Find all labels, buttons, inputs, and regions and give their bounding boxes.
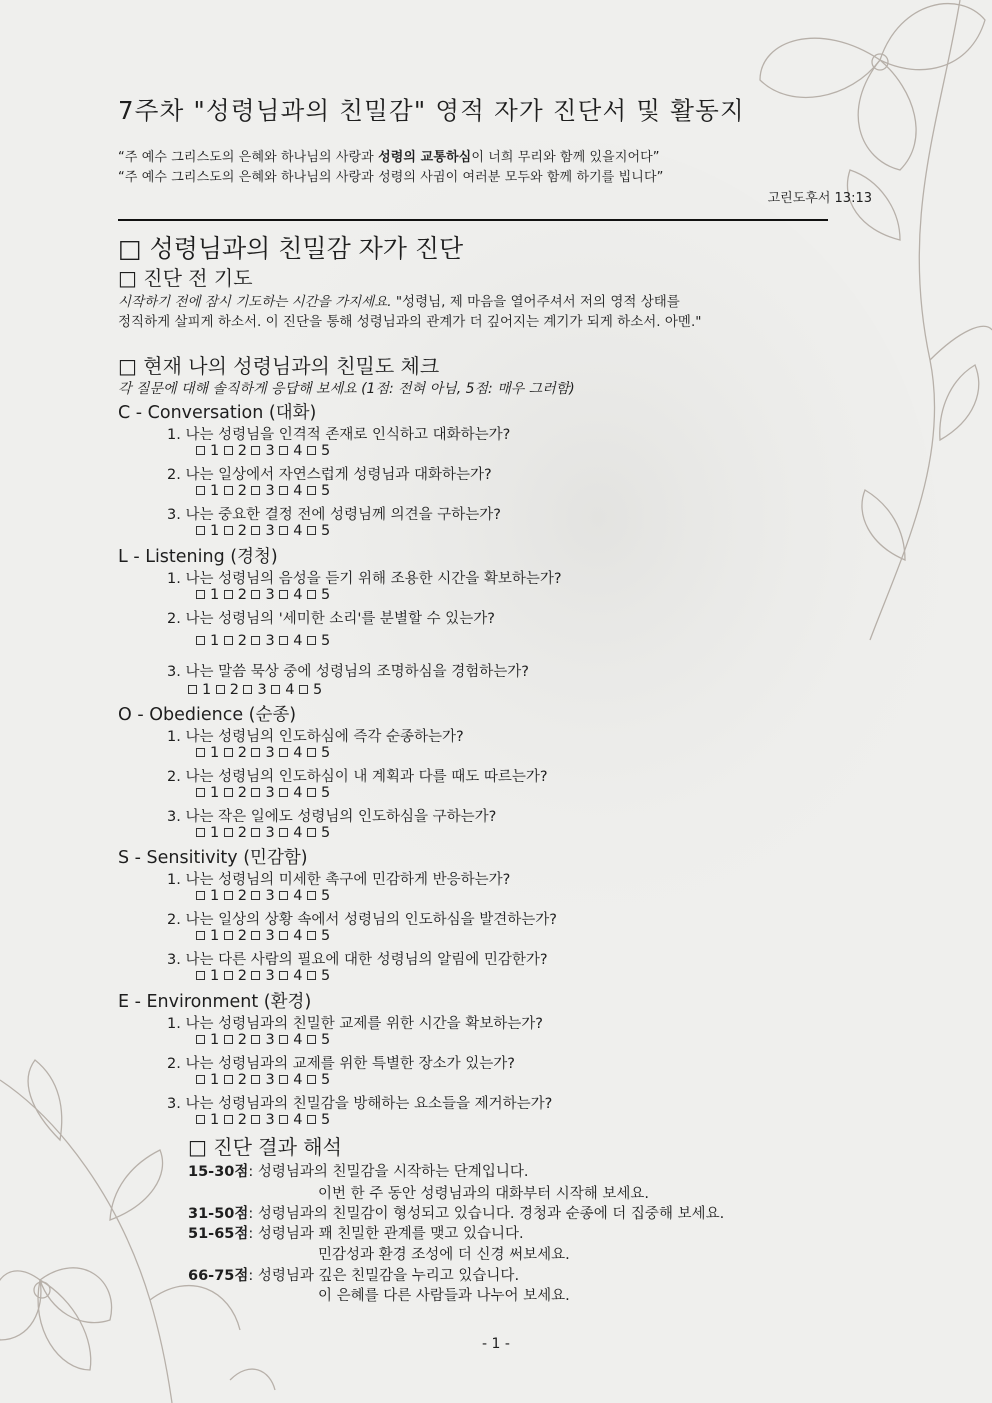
result-advice: 민감성과 환경 조성에 더 신경 써보세요.: [318, 1247, 570, 1263]
checkbox-icon[interactable]: [279, 1035, 288, 1044]
question: 2. 나는 일상에서 자연스럽게 성령님과 대화하는가?: [167, 467, 492, 483]
rating-option[interactable]: [247, 523, 275, 539]
checkbox-icon[interactable]: [224, 486, 233, 495]
rating-options: [192, 825, 331, 841]
checkbox-icon[interactable]: [224, 788, 233, 797]
checkbox-icon[interactable]: [279, 636, 288, 645]
checkbox-icon[interactable]: [196, 526, 205, 535]
checkbox-icon[interactable]: [251, 526, 260, 535]
rating-value: 2: [237, 633, 248, 649]
question: 1. 나는 성령님의 인도하심에 즉각 순종하는가?: [167, 729, 464, 745]
rating-value: 2: [237, 928, 248, 944]
rating-value: 2: [237, 1072, 248, 1088]
question: 3. 나는 성령님과의 친밀감을 방해하는 요소들을 제거하는가?: [167, 1096, 553, 1112]
rating-option[interactable]: [192, 633, 220, 649]
rating-options: [192, 1072, 331, 1088]
rating-option[interactable]: [275, 968, 303, 984]
checkbox-icon[interactable]: [196, 971, 205, 980]
rating-option[interactable]: [247, 587, 275, 603]
checkbox-icon[interactable]: [224, 931, 233, 940]
checkbox-icon[interactable]: [307, 748, 316, 757]
rating-value: 4: [293, 523, 303, 539]
rating-option[interactable]: [220, 1032, 248, 1048]
checkbox-icon[interactable]: [279, 590, 288, 599]
rating-value: 1: [210, 523, 220, 539]
verse-line-1: “주 예수 그리스도의 은혜와 하나님의 사랑과 성령의 교통하심이 너희 무리와 함께 있을지어다”: [118, 150, 660, 165]
rating-option[interactable]: [220, 1072, 248, 1088]
checkbox-icon[interactable]: [307, 590, 316, 599]
rating-value: 2: [229, 682, 240, 698]
rating-option[interactable]: [275, 825, 303, 841]
rating-option[interactable]: [247, 928, 275, 944]
rating-value: 3: [265, 825, 276, 841]
rating-value: 1: [210, 1032, 220, 1048]
checkbox-icon[interactable]: [271, 685, 280, 694]
checkbox-icon[interactable]: [224, 590, 233, 599]
checkbox-icon[interactable]: [279, 486, 288, 495]
rating-value: 4: [293, 1032, 303, 1048]
rating-value: 4: [293, 633, 303, 649]
rating-option[interactable]: [239, 682, 267, 698]
rating-option[interactable]: [247, 1072, 275, 1088]
checkbox-icon[interactable]: [279, 446, 288, 455]
result-line: [188, 1160, 528, 1181]
checkbox-icon[interactable]: [196, 590, 205, 599]
rating-value: 2: [237, 745, 248, 761]
rating-option[interactable]: [275, 633, 303, 649]
section-title: □ 성령님과의 친밀감 자가 진단: [118, 234, 464, 263]
rating-value: 3: [265, 1112, 276, 1128]
checkbox-icon[interactable]: [196, 748, 205, 757]
rating-options: [192, 483, 331, 499]
prayer-line-2: 정직하게 살피게 하소서. 이 진단을 통해 성령님과의 관계가 더 깊어지는 계기가 되게 하소서. 아멘.": [118, 314, 702, 330]
question: 1. 나는 성령님의 음성을 듣기 위해 조용한 시간을 확보하는가?: [167, 571, 562, 587]
checkbox-icon[interactable]: [307, 971, 316, 980]
question: 3. 나는 말씀 묵상 중에 성령님의 조명하심을 경험하는가?: [167, 664, 529, 680]
rating-option[interactable]: [192, 928, 220, 944]
checkbox-icon[interactable]: [279, 971, 288, 980]
checkbox-icon[interactable]: [224, 971, 233, 980]
rating-value: 4: [293, 483, 303, 499]
rating-value: 5: [320, 587, 331, 603]
checkbox-icon[interactable]: [224, 1035, 233, 1044]
rating-option[interactable]: [247, 785, 275, 801]
checkbox-icon[interactable]: [307, 788, 316, 797]
rating-value: 1: [210, 443, 220, 459]
result-text: : 성령님과 꽤 친밀한 관계를 맺고 있습니다.: [248, 1226, 524, 1242]
rating-option[interactable]: [192, 1072, 220, 1088]
rating-value: 5: [320, 1112, 331, 1128]
rating-option[interactable]: [275, 483, 303, 499]
rating-option[interactable]: [275, 1112, 303, 1128]
rating-value: 2: [237, 587, 248, 603]
rating-value: 1: [210, 745, 220, 761]
question: 1. 나는 성령님과의 친밀한 교제를 위한 시간을 확보하는가?: [167, 1016, 543, 1032]
rating-value: 1: [210, 968, 220, 984]
checkbox-icon[interactable]: [307, 891, 316, 900]
rating-option[interactable]: [192, 523, 220, 539]
rating-value: 1: [210, 825, 220, 841]
rating-value: 5: [320, 1032, 331, 1048]
rating-option[interactable]: [303, 825, 331, 841]
rating-value: 4: [293, 825, 303, 841]
rating-value: 3: [265, 968, 276, 984]
result-line: [188, 1264, 519, 1285]
rating-option[interactable]: [220, 443, 248, 459]
rating-option[interactable]: [192, 888, 220, 904]
rating-options: [192, 633, 331, 649]
checkbox-icon[interactable]: [307, 828, 316, 837]
rating-value: 3: [265, 1072, 276, 1088]
category-heading: C - Conversation (대화): [118, 403, 317, 423]
rating-option[interactable]: [303, 928, 331, 944]
rating-option[interactable]: [303, 785, 331, 801]
checkbox-icon[interactable]: [188, 685, 197, 694]
rating-value: 4: [293, 785, 303, 801]
category-heading: O - Obedience (순종): [118, 705, 297, 725]
rating-options: [192, 1032, 331, 1048]
rating-option[interactable]: [184, 682, 212, 698]
rating-option[interactable]: [220, 928, 248, 944]
result-text: : 성령님과의 친밀감이 형성되고 있습니다. 경청과 순종에 더 집중해 보세요.: [248, 1206, 725, 1222]
rating-option[interactable]: [220, 785, 248, 801]
rating-option[interactable]: [303, 523, 331, 539]
rating-option[interactable]: [247, 745, 275, 761]
checkbox-icon[interactable]: [251, 971, 260, 980]
rating-option[interactable]: [275, 745, 303, 761]
rating-options: [192, 888, 331, 904]
rating-option[interactable]: [220, 483, 248, 499]
question: 2. 나는 성령님과의 교제를 위한 특별한 장소가 있는가?: [167, 1056, 515, 1072]
rating-value: 2: [237, 785, 248, 801]
rating-option[interactable]: [220, 523, 248, 539]
checkbox-icon[interactable]: [251, 1075, 260, 1084]
rating-value: 3: [265, 888, 276, 904]
rating-option[interactable]: [267, 682, 295, 698]
rating-value: 4: [293, 1112, 303, 1128]
rating-value: 4: [293, 968, 303, 984]
rating-options: [192, 745, 331, 761]
rating-value: 2: [237, 1032, 248, 1048]
rating-value: 5: [320, 745, 331, 761]
checkbox-icon[interactable]: [196, 788, 205, 797]
rating-value: 1: [210, 633, 220, 649]
result-text: : 성령님과의 친밀감을 시작하는 단계입니다.: [248, 1164, 529, 1180]
rating-option[interactable]: [303, 1032, 331, 1048]
rating-value: 4: [293, 587, 303, 603]
checkbox-icon[interactable]: [196, 1075, 205, 1084]
rating-option[interactable]: [247, 1032, 275, 1048]
score-range: 15-30점: [188, 1164, 249, 1180]
checkbox-icon[interactable]: [307, 1075, 316, 1084]
checkbox-icon[interactable]: [279, 1075, 288, 1084]
rating-value: 3: [265, 523, 276, 539]
checkbox-icon[interactable]: [196, 1115, 205, 1124]
rating-option[interactable]: [220, 633, 248, 649]
checkbox-icon[interactable]: [307, 636, 316, 645]
checkbox-icon[interactable]: [307, 1115, 316, 1124]
rating-value: 3: [265, 785, 276, 801]
checkbox-icon[interactable]: [299, 685, 308, 694]
rating-option[interactable]: [275, 443, 303, 459]
rating-value: 2: [237, 1112, 248, 1128]
checkbox-icon[interactable]: [196, 486, 205, 495]
question: 3. 나는 다른 사람의 필요에 대한 성령님의 알림에 민감한가?: [167, 952, 548, 968]
checkbox-icon[interactable]: [251, 828, 260, 837]
checkbox-icon[interactable]: [224, 891, 233, 900]
checkbox-icon[interactable]: [279, 891, 288, 900]
category-heading: S - Sensitivity (민감함): [118, 848, 308, 868]
rating-value: 1: [210, 785, 220, 801]
rating-value: 3: [265, 633, 276, 649]
checkbox-icon[interactable]: [307, 931, 316, 940]
rating-option[interactable]: [192, 483, 220, 499]
rating-value: 1: [210, 1072, 220, 1088]
checkbox-icon[interactable]: [251, 788, 260, 797]
rating-value: 3: [265, 928, 276, 944]
checkbox-icon[interactable]: [251, 486, 260, 495]
checkbox-icon[interactable]: [251, 446, 260, 455]
checkbox-icon[interactable]: [279, 828, 288, 837]
rating-value: 2: [237, 888, 248, 904]
rating-value: 2: [237, 825, 248, 841]
rating-options: [192, 443, 331, 459]
checkbox-icon[interactable]: [251, 891, 260, 900]
rating-option[interactable]: [220, 825, 248, 841]
rating-option[interactable]: [220, 587, 248, 603]
checkbox-icon[interactable]: [251, 636, 260, 645]
rating-option[interactable]: [303, 483, 331, 499]
rating-value: 2: [237, 523, 248, 539]
divider: [118, 219, 828, 221]
rating-options: [192, 523, 331, 539]
result-line: [188, 1222, 524, 1243]
rating-option[interactable]: [247, 633, 275, 649]
rating-option[interactable]: [303, 1072, 331, 1088]
rating-option[interactable]: [220, 745, 248, 761]
checkbox-icon[interactable]: [251, 1035, 260, 1044]
result-line: [188, 1202, 724, 1223]
rating-value: 5: [320, 968, 331, 984]
rating-value: 5: [320, 825, 331, 841]
rating-value: 4: [293, 888, 303, 904]
rating-option[interactable]: [192, 968, 220, 984]
rating-options: [192, 785, 331, 801]
rating-value: 5: [320, 483, 331, 499]
rating-option[interactable]: [212, 682, 240, 698]
prayer-line-1: 시작하기 전에 잠시 기도하는 시간을 가지세요. "성령님, 제 마음을 열어주셔서 저의 영적 상태를: [118, 294, 680, 310]
rating-value: 1: [210, 928, 220, 944]
rating-option[interactable]: [247, 1112, 275, 1128]
rating-value: 5: [320, 1072, 331, 1088]
rating-value: 1: [210, 1112, 220, 1128]
question: 2. 나는 성령님의 인도하심이 내 계획과 다를 때도 따르는가?: [167, 769, 548, 785]
question: 2. 나는 일상의 상황 속에서 성령님의 인도하심을 발견하는가?: [167, 912, 557, 928]
checkbox-icon[interactable]: [307, 526, 316, 535]
checkbox-icon[interactable]: [307, 446, 316, 455]
check-heading: □ 현재 나의 성령님과의 친밀도 체크: [118, 354, 440, 378]
category-heading: L - Listening (경청): [118, 547, 278, 567]
rating-option[interactable]: [192, 785, 220, 801]
rating-option[interactable]: [275, 1032, 303, 1048]
rating-option[interactable]: [192, 587, 220, 603]
rating-option[interactable]: [275, 888, 303, 904]
rating-option[interactable]: [192, 825, 220, 841]
rating-option[interactable]: [220, 968, 248, 984]
rating-value: 5: [320, 443, 331, 459]
checkbox-icon[interactable]: [251, 748, 260, 757]
rating-value: 1: [202, 682, 212, 698]
checkbox-icon[interactable]: [224, 446, 233, 455]
check-instruction: 각 질문에 대해 솔직하게 응답해 보세요 (1점: 전혀 아님, 5점: 매우 그러함): [118, 381, 575, 397]
page-number: - 1 -: [482, 1336, 510, 1352]
rating-value: 4: [293, 928, 303, 944]
rating-option[interactable]: [247, 825, 275, 841]
checkbox-icon[interactable]: [251, 1115, 260, 1124]
result-advice: 이 은혜를 다른 사람들과 나누어 보세요.: [318, 1288, 570, 1304]
rating-option[interactable]: [295, 682, 323, 698]
rating-option[interactable]: [303, 633, 331, 649]
checkbox-icon[interactable]: [224, 1115, 233, 1124]
rating-option[interactable]: [192, 443, 220, 459]
rating-value: 3: [257, 682, 268, 698]
score-range: 51-65점: [188, 1226, 249, 1242]
checkbox-icon[interactable]: [224, 1075, 233, 1084]
category-heading: E - Environment (환경): [118, 992, 312, 1012]
question: 1. 나는 성령님의 미세한 촉구에 민감하게 반응하는가?: [167, 872, 511, 888]
checkbox-icon[interactable]: [196, 1035, 205, 1044]
rating-value: 4: [293, 443, 303, 459]
checkbox-icon[interactable]: [243, 685, 252, 694]
checkbox-icon[interactable]: [279, 748, 288, 757]
verse-line-2: “주 예수 그리스도의 은혜와 하나님의 사랑과 성령의 사귐이 여러분 모두와 함께 하기를 빕니다”: [118, 170, 664, 185]
checkbox-icon[interactable]: [216, 685, 225, 694]
verse-reference: 고린도후서 13:13: [767, 191, 872, 206]
rating-options: [192, 968, 331, 984]
checkbox-icon[interactable]: [307, 486, 316, 495]
rating-value: 5: [320, 633, 331, 649]
rating-value: 3: [265, 1032, 276, 1048]
rating-value: 3: [265, 483, 276, 499]
rating-option[interactable]: [247, 968, 275, 984]
rating-option[interactable]: [247, 483, 275, 499]
rating-option[interactable]: [275, 928, 303, 944]
checkbox-icon[interactable]: [196, 828, 205, 837]
rating-options: [192, 1112, 331, 1128]
rating-option[interactable]: [192, 745, 220, 761]
rating-value: 4: [293, 745, 303, 761]
question: 3. 나는 중요한 결정 전에 성령님께 의견을 구하는가?: [167, 507, 501, 523]
rating-option[interactable]: [192, 1032, 220, 1048]
rating-value: 4: [285, 682, 295, 698]
rating-option[interactable]: [220, 888, 248, 904]
rating-value: 1: [210, 587, 220, 603]
rating-option[interactable]: [275, 1072, 303, 1088]
rating-option[interactable]: [303, 587, 331, 603]
checkbox-icon[interactable]: [279, 526, 288, 535]
rating-option[interactable]: [275, 523, 303, 539]
rating-value: 5: [320, 523, 331, 539]
rating-option[interactable]: [303, 968, 331, 984]
rating-value: 5: [312, 682, 323, 698]
rating-value: 5: [320, 928, 331, 944]
rating-option[interactable]: [220, 1112, 248, 1128]
rating-option[interactable]: [303, 443, 331, 459]
rating-option[interactable]: [247, 443, 275, 459]
prayer-heading: □ 진단 전 기도: [118, 266, 253, 290]
results-heading: □ 진단 결과 해석: [188, 1135, 342, 1159]
checkbox-icon[interactable]: [251, 590, 260, 599]
rating-option[interactable]: [247, 888, 275, 904]
rating-value: 2: [237, 483, 248, 499]
rating-value: 5: [320, 785, 331, 801]
rating-value: 1: [210, 888, 220, 904]
checkbox-icon[interactable]: [196, 931, 205, 940]
rating-value: 2: [237, 968, 248, 984]
rating-option[interactable]: [275, 785, 303, 801]
checkbox-icon[interactable]: [196, 636, 205, 645]
question: 3. 나는 작은 일에도 성령님의 인도하심을 구하는가?: [167, 809, 497, 825]
checkbox-icon[interactable]: [196, 446, 205, 455]
rating-option[interactable]: [303, 1112, 331, 1128]
rating-value: 5: [320, 888, 331, 904]
rating-value: 4: [293, 1072, 303, 1088]
rating-option[interactable]: [303, 888, 331, 904]
rating-option[interactable]: [192, 1112, 220, 1128]
rating-value: 3: [265, 587, 276, 603]
score-range: 66-75점: [188, 1268, 249, 1284]
rating-options: [184, 682, 323, 698]
rating-option[interactable]: [303, 745, 331, 761]
checkbox-icon[interactable]: [224, 828, 233, 837]
rating-value: 1: [210, 483, 220, 499]
rating-value: 3: [265, 443, 276, 459]
question: 1. 나는 성령님을 인격적 존재로 인식하고 대화하는가?: [167, 427, 511, 443]
result-advice: 이번 한 주 동안 성령님과의 대화부터 시작해 보세요.: [318, 1186, 650, 1202]
checkbox-icon[interactable]: [224, 636, 233, 645]
checkbox-icon[interactable]: [196, 891, 205, 900]
checkbox-icon[interactable]: [251, 931, 260, 940]
rating-value: 3: [265, 745, 276, 761]
question: 2. 나는 성령님의 '세미한 소리'를 분별할 수 있는가?: [167, 611, 495, 627]
rating-option[interactable]: [275, 587, 303, 603]
checkbox-icon[interactable]: [279, 1115, 288, 1124]
page-title: 7주차 "성령님과의 친밀감" 영적 자가 진단서 및 활동지: [118, 96, 745, 125]
rating-value: 2: [237, 443, 248, 459]
rating-options: [192, 587, 331, 603]
checkbox-icon[interactable]: [279, 931, 288, 940]
score-range: 31-50점: [188, 1206, 249, 1222]
result-text: : 성령님과 깊은 친밀감을 누리고 있습니다.: [248, 1268, 520, 1284]
checkbox-icon[interactable]: [279, 788, 288, 797]
rating-options: [192, 928, 331, 944]
checkbox-icon[interactable]: [224, 526, 233, 535]
checkbox-icon[interactable]: [224, 748, 233, 757]
checkbox-icon[interactable]: [307, 1035, 316, 1044]
